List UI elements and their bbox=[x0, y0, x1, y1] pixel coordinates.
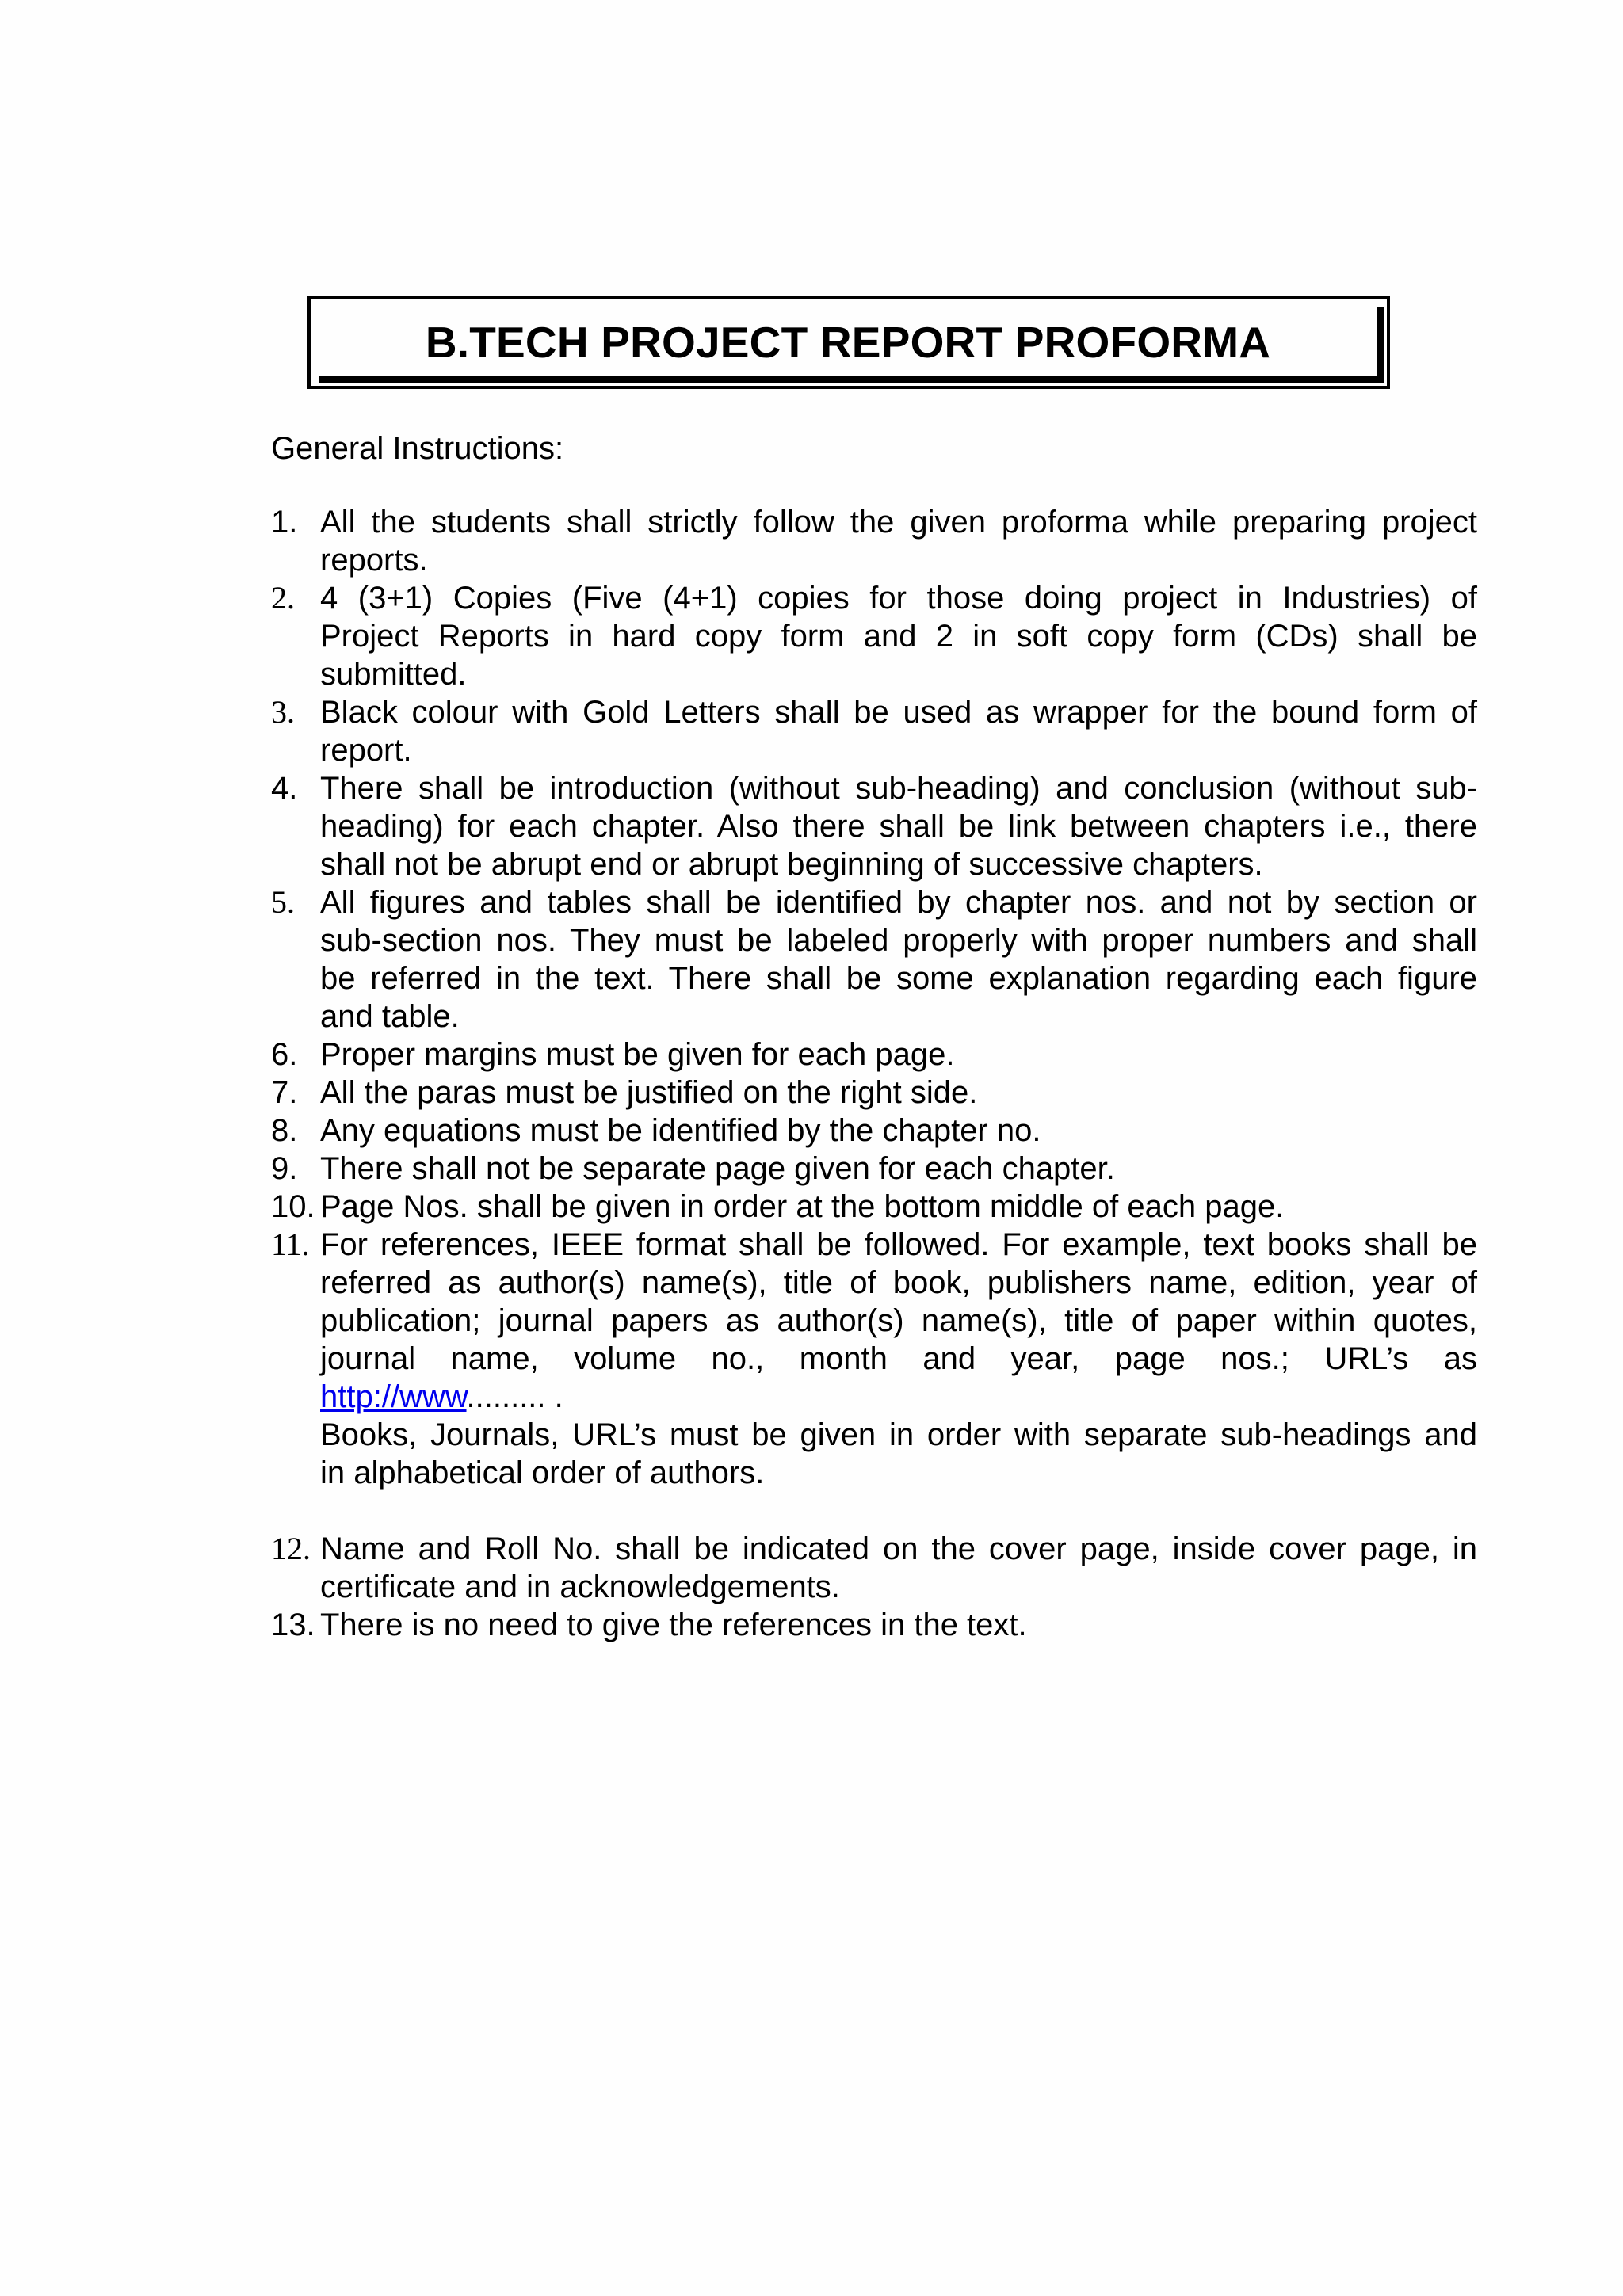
item-number: 1. bbox=[271, 505, 298, 540]
list-item bbox=[271, 1074, 1477, 1112]
item-line: All the students shall strictly follow the given proforma while preparing project bbox=[320, 505, 1477, 540]
item-line: referred as author(s) name(s), title of book, publishers name, edition, year of bbox=[320, 1265, 1477, 1300]
item-line: For references, IEEE format shall be followed. For example, text books shall be bbox=[320, 1227, 1477, 1262]
item-line: submitted. bbox=[320, 657, 467, 692]
item-number: 6. bbox=[271, 1037, 298, 1072]
url-example-suffix: ......... . bbox=[466, 1379, 563, 1414]
list-item bbox=[271, 1188, 1477, 1226]
item-line: There shall not be separate page given for each chapter. bbox=[320, 1151, 1115, 1186]
item-number: 7. bbox=[271, 1075, 298, 1110]
list-item bbox=[271, 883, 1477, 1035]
item-number: 10. bbox=[271, 1189, 315, 1224]
list-item bbox=[271, 769, 1477, 883]
item-line: report. bbox=[320, 733, 412, 768]
document-title: B.TECH PROJECT REPORT PROFORMA bbox=[425, 317, 1271, 367]
item-number: 2. bbox=[271, 580, 295, 616]
item-number: 4. bbox=[271, 771, 298, 806]
item-line: 4 (3+1) Copies (Five (4+1) copies for those doing project in Industries) of bbox=[320, 581, 1477, 616]
url-example-link[interactable]: http://www bbox=[320, 1379, 467, 1414]
item-line: Project Reports in hard copy form and 2 in soft copy form (CDs) shall be bbox=[320, 619, 1477, 654]
title-box bbox=[307, 296, 1390, 389]
item-line: All figures and tables shall be identified by chapter nos. and not by section or bbox=[320, 885, 1477, 920]
item-line: reports. bbox=[320, 543, 428, 578]
item-number: 12. bbox=[271, 1531, 311, 1566]
item-line: heading) for each chapter. Also there shall be link between chapters i.e., there bbox=[320, 809, 1477, 844]
list-item bbox=[271, 1606, 1477, 1644]
item-line: There is no need to give the references in the text. bbox=[320, 1608, 1027, 1642]
item-number: 8. bbox=[271, 1113, 298, 1148]
item-line: and table. bbox=[320, 999, 460, 1034]
list-item bbox=[271, 693, 1477, 769]
item-line bbox=[320, 1378, 1477, 1416]
instruction-list bbox=[271, 503, 1477, 1644]
item-number: 11. bbox=[271, 1226, 310, 1262]
item-line: sub-section nos. They must be labeled properly with proper numbers and shall bbox=[320, 923, 1477, 958]
item-line: Black colour with Gold Letters shall be used as wrapper for the bound form of bbox=[320, 695, 1477, 730]
item-line: Name and Roll No. shall be indicated on the cover page, inside cover page, in bbox=[320, 1531, 1477, 1566]
item-line: journal name, volume no., month and year, page nos.; URL’s as bbox=[320, 1341, 1477, 1376]
item-line: Page Nos. shall be given in order at the bottom middle of each page. bbox=[320, 1189, 1285, 1224]
list-item bbox=[271, 1226, 1477, 1530]
item-line: shall not be abrupt end or abrupt beginning of successive chapters. bbox=[320, 847, 1263, 882]
list-item bbox=[271, 1530, 1477, 1606]
title-box-inner bbox=[319, 307, 1384, 383]
item-line: All the paras must be justified on the right side. bbox=[320, 1075, 978, 1110]
item-number: 13. bbox=[271, 1608, 315, 1642]
list-item bbox=[271, 1112, 1477, 1150]
item-number: 5. bbox=[271, 884, 295, 920]
item-line: Books, Journals, URL’s must be given in order with separate sub-headings and bbox=[320, 1417, 1477, 1452]
item-line: in alphabetical order of authors. bbox=[320, 1455, 765, 1490]
list-item bbox=[271, 1150, 1477, 1188]
item-number: 3. bbox=[271, 694, 295, 730]
item-line: There shall be introduction (without sub-heading) and conclusion (without sub- bbox=[320, 771, 1477, 806]
item-line: Proper margins must be given for each page. bbox=[320, 1037, 955, 1072]
item-line: publication; journal papers as author(s) name(s), title of paper within quotes, bbox=[320, 1303, 1477, 1338]
item-line: certificate and in acknowledgements. bbox=[320, 1569, 840, 1604]
general-instructions-heading: General Instructions: bbox=[271, 431, 564, 466]
list-item bbox=[271, 1035, 1477, 1074]
item-line: be referred in the text. There shall be some explanation regarding each figure bbox=[320, 961, 1477, 996]
item-number: 9. bbox=[271, 1151, 298, 1186]
list-item bbox=[271, 503, 1477, 579]
list-item bbox=[271, 579, 1477, 693]
item-spacer bbox=[320, 1492, 1477, 1530]
item-line: Any equations must be identified by the chapter no. bbox=[320, 1113, 1041, 1148]
